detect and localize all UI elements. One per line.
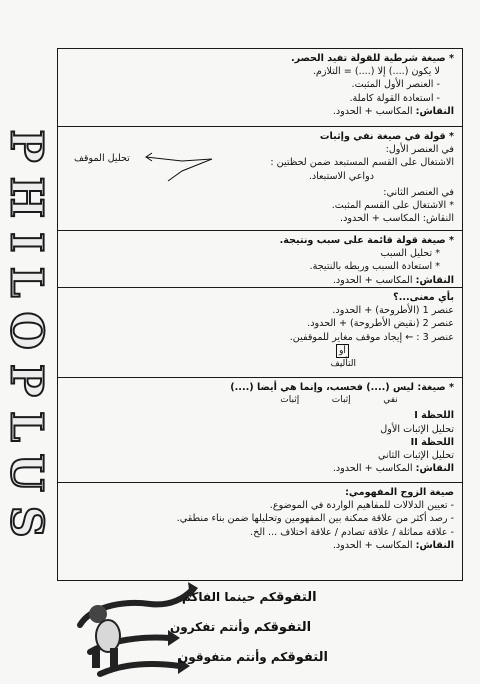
section-line: في العنصر الأول:	[385, 144, 454, 156]
section-line: عنصر 3 : ← إيجاد موقف مغاير للموقفين.	[289, 331, 454, 343]
section-line: الاشتغال على القسم المستبعد ضمن لحظتين :	[270, 157, 454, 169]
section-line: * تحليل السبب	[380, 248, 440, 260]
sub-words	[264, 394, 414, 407]
sub-word: إثبات	[331, 395, 351, 406]
arrow-icon	[142, 147, 214, 187]
slogan-line: التفوقكم وأنتم تفكرون	[170, 620, 312, 635]
nikash-label: النقاش:	[415, 105, 454, 117]
section-not-only	[58, 378, 462, 483]
nikash-label: النقاش:	[415, 274, 454, 286]
section-heading: بأي معنى...؟	[393, 292, 454, 303]
section-line: - تعيين الدلالات للمفاهيم الواردة في الموضوع.	[269, 500, 454, 512]
section-line: عنصر 1 (الأطروحة) + الحدود.	[332, 305, 454, 317]
sub-word: إثبات	[280, 395, 300, 406]
section-line: - رصد أكثر من علاقة ممكنة بين المفهومين وتحليلها ضمن بناء منطقي.	[176, 513, 454, 525]
slogan-line: التفوقكم وأنتم متفوقون	[178, 650, 328, 665]
nikash-text: المكاسب + الحدود.	[332, 463, 413, 475]
boxed-letter: أو	[336, 344, 349, 358]
side-logo	[0, 115, 52, 565]
section-line: * استعادة السبب وربطه بالنتيجة.	[309, 261, 440, 273]
section-negation-affirmation	[58, 127, 462, 231]
moment-text: تحليل الإثبات الأول	[380, 423, 454, 435]
nikash-text: المكاسب + الحدود.	[332, 539, 413, 551]
nikash-text: المكاسب + الحدود.	[332, 105, 413, 117]
section-heading: صيغة الزوج المفهومي:	[345, 487, 454, 498]
section-line: دواعي الاستبعاد.	[308, 170, 374, 182]
brand-logo-icon: PHILOPLUS	[0, 128, 52, 552]
moment-label: اللحظة II	[410, 436, 454, 448]
footer	[0, 570, 480, 684]
moment-label: اللحظة I	[414, 410, 454, 422]
section-line: * الاشتغال على القسم المثبت.	[331, 200, 454, 212]
side-note: تحليل الموقف	[74, 153, 130, 164]
section-heading: * صيغة قولة قائمة على سبب ونتيجة.	[279, 235, 454, 246]
section-line: عنصر 2 (نقيض الأطروحة) + الحدود.	[307, 318, 454, 330]
section-heading: * قولة في صيغة نفي وإثبات	[319, 131, 454, 142]
section-cause-effect	[58, 231, 462, 288]
section-conditional	[58, 49, 462, 127]
section-heading: * صيغة شرطية للقولة تفيد الحصر.	[290, 53, 454, 64]
method-table	[57, 48, 463, 581]
nikash-label: النقاش:	[415, 539, 454, 551]
section-in-what-sense	[58, 288, 462, 378]
nikash-text: المكاسب + الحدود.	[332, 274, 413, 286]
nikash-label: النقاش:	[415, 463, 454, 475]
section-line: - العنصر الأول المثبت.	[351, 79, 440, 91]
section-line: لا يكون (....) إلا (....) = التلازم.	[312, 66, 440, 78]
section-line: - علاقة مماثلة / علاقة تصادم / علاقة اختلاف ... الخ.	[250, 526, 454, 538]
section-line: في العنصر الثاني:	[383, 186, 454, 198]
synthesis-label: التأليف	[330, 358, 356, 369]
moment-text: تحليل الإثبات الثاني	[377, 450, 454, 462]
sub-word: نفي	[383, 395, 398, 406]
section-concept-pair	[58, 483, 462, 580]
section-line: - استعادة القولة كاملة.	[349, 92, 440, 104]
section-line: النقاش: المكاسب + الحدود.	[340, 213, 454, 225]
section-heading: * صيغة: ليس (....) فحسب، وإنما هي أيضا (....)	[230, 382, 454, 393]
slogan-line: التفوقكم حينما الفاكم	[182, 590, 317, 605]
